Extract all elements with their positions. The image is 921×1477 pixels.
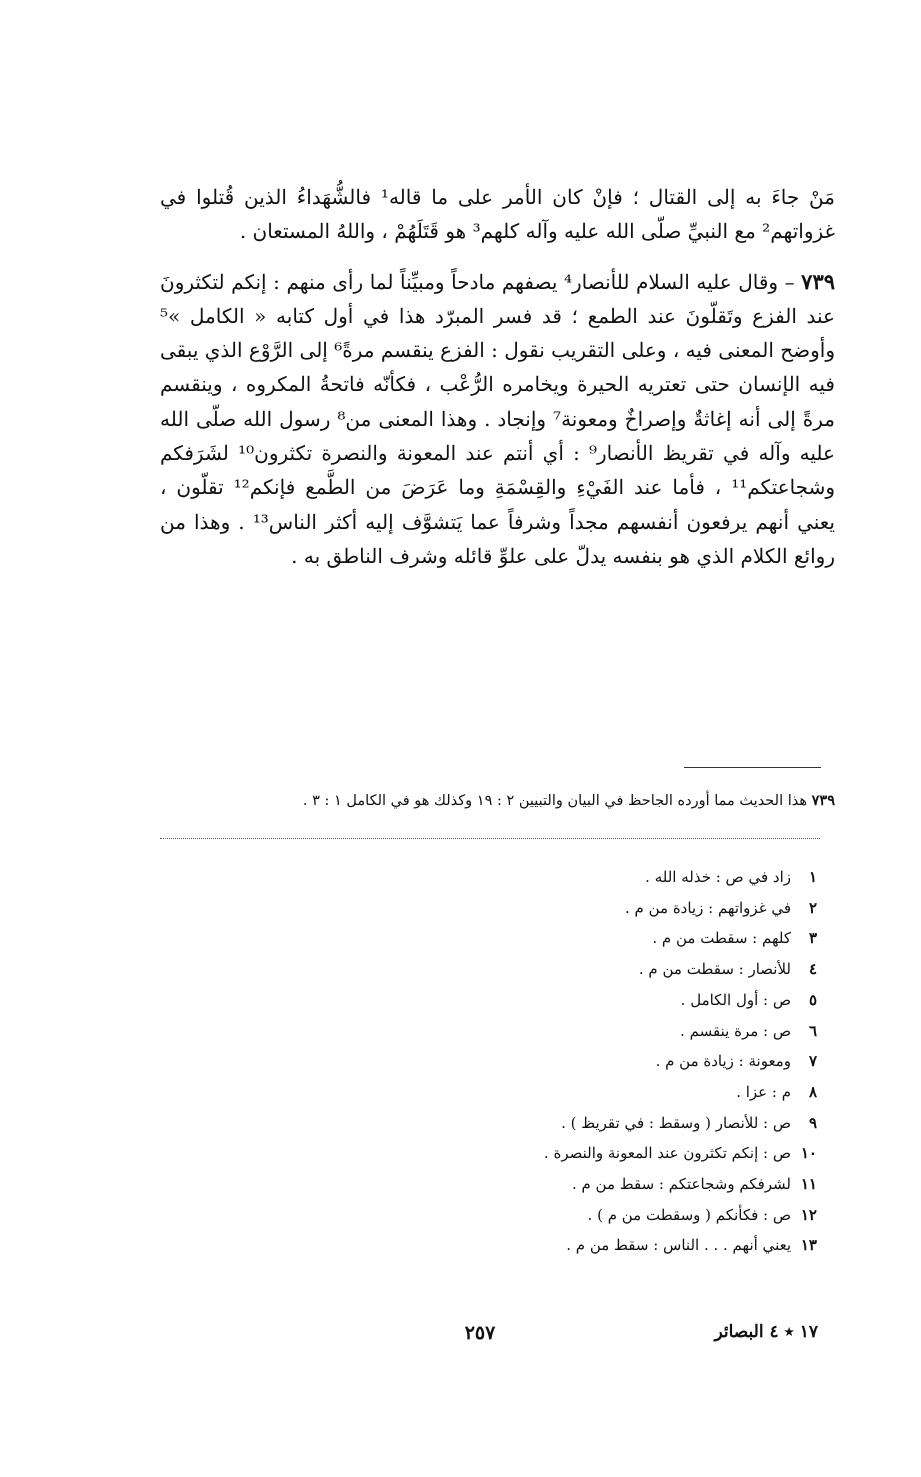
footnote-separator bbox=[684, 767, 821, 768]
source-note bbox=[160, 790, 835, 812]
paragraph-2-text: – وقال عليه السلام للأنصار⁴ يصفهم مادحاً ومبيِّناً لما رأى منهم : إنكم لتكثرونَ عند الفزع وتَقلّونَ عند الطمع ؛ قد فسر المبرّد هذا في أول كتابه « الكامل »⁵ وأوضح المعنى فيه ، وعلى التقريب نقول : الفزع ينقسم مرةً⁶ إلى الرَّوْع الذي يبقى فيه الإنسان حتى تعتريه الحيرة ويخامره الرُّعْب ، فكأنّه فاتحةُ المكروه ، وينقسم مرةً إلى أنه إغاثةٌ وإصراخٌ ومعونة⁷ وإنجاد . وهذا المعنى من⁸ رسول الله صلّى الله عليه وآله في تقريظ الأنصار⁹ : أي أنتم عند المعونة والنصرة تكثرون¹⁰ لشَرَفكم وشجاعتكم¹¹ ، فأما عند الفَيْءِ والقِسْمَةِ وما عَرَضَ من الطَّمع فإنكم¹² تقلّون ، يعني أنهم يرفعون أنفسهم مجداً وشرفاً عما يَتشوَّف إليه أكثر الناس¹³ . وهذا من روائع الكلام الذي هو بنفسه يدلّ على علوِّ قائله وشرف الناطق به . bbox=[160, 269, 836, 568]
footnote-number: ١٠ bbox=[800, 1144, 817, 1163]
footnote-number: ١٣ bbox=[800, 1236, 817, 1255]
footnote-item bbox=[357, 1077, 817, 1108]
footnote-text: ص : فكأنكم ( وسقطت من م ) . bbox=[587, 1205, 791, 1224]
main-text bbox=[160, 180, 835, 573]
hadith-number: ٧٣٩ bbox=[801, 268, 836, 294]
footnote-number: ٥ bbox=[808, 990, 817, 1009]
footnote-number: ٢ bbox=[808, 898, 817, 917]
footnote-text: ومعونة : زيادة من م . bbox=[655, 1052, 791, 1071]
footnote-item bbox=[357, 1169, 817, 1200]
footnote-number: ١ bbox=[808, 868, 817, 886]
footnote-number: ٦ bbox=[808, 1021, 817, 1040]
footnote-text: ص : أول الكامل . bbox=[680, 990, 791, 1009]
footnote-item bbox=[357, 1138, 817, 1169]
footnote-item bbox=[357, 1046, 817, 1077]
dotted-separator bbox=[160, 838, 820, 839]
footnote-item bbox=[357, 1200, 817, 1231]
paragraph-2 bbox=[160, 265, 835, 574]
footnote-text: ص : إنكم تكثرون عند المعونة والنصرة . bbox=[543, 1144, 791, 1163]
footnote-item bbox=[357, 1016, 817, 1047]
source-note-text: هذا الحديث مما أورده الجاحظ في البيان والتبيين ٢ : ١٩ وكذلك هو في الكامل ١ : ٣ . bbox=[302, 793, 808, 809]
source-note-number: ٧٣٩ bbox=[811, 792, 835, 809]
footnote-text: للأنصار : سقطت من م . bbox=[638, 960, 791, 979]
footnote-number: ١٢ bbox=[800, 1205, 817, 1224]
footnote-text: لشرفكم وشجاعتكم : سقط من م . bbox=[571, 1175, 791, 1194]
footnote-text: في غزواتهم : زيادة من م . bbox=[625, 898, 791, 917]
footnote-number: ٧ bbox=[808, 1052, 817, 1071]
footnote-item bbox=[357, 862, 817, 893]
signature-mark: ١٧ ٭ ٤ البصائر bbox=[714, 1322, 818, 1342]
footnote-number: ٩ bbox=[808, 1113, 817, 1132]
footnote-text: ص : للأنصار ( وسقط : في تقريظ ) . bbox=[561, 1113, 791, 1132]
footnote-number: ٨ bbox=[808, 1082, 817, 1101]
paragraph-1: مَنْ جاءَ به إلى القتال ؛ فإنْ كان الأمر على ما قاله¹ فالشُّهَداءُ الذين قُتلوا في غزواتهم² مع النبيِّ صلّى الله عليه وآله كلهم³ هو قَتَلَهُمْ ، واللهُ المستعان . bbox=[160, 185, 835, 244]
footnote-item bbox=[357, 985, 817, 1016]
footnote-item bbox=[357, 923, 817, 954]
footnote-number: ٣ bbox=[808, 929, 817, 948]
page-number: ٢٥٧ bbox=[464, 1322, 496, 1344]
footnote-item bbox=[357, 1230, 817, 1261]
footnote-text: ص : مرة ينقسم . bbox=[680, 1021, 791, 1040]
footnote-text: كلهم : سقطت من م . bbox=[652, 929, 791, 948]
footnote-item bbox=[357, 893, 817, 924]
footnote-item bbox=[357, 1108, 817, 1139]
footnote-text: زاد في ص : خذله الله . bbox=[645, 868, 791, 886]
footnote-number: ١١ bbox=[800, 1175, 817, 1194]
footnote-text: م : عزا . bbox=[736, 1082, 791, 1101]
footnote-list bbox=[357, 862, 817, 1261]
footnote-number: ٤ bbox=[808, 960, 817, 979]
footnote-item bbox=[357, 954, 817, 985]
footnote-text: يعني أنهم . . . الناس : سقط من م . bbox=[566, 1236, 791, 1255]
